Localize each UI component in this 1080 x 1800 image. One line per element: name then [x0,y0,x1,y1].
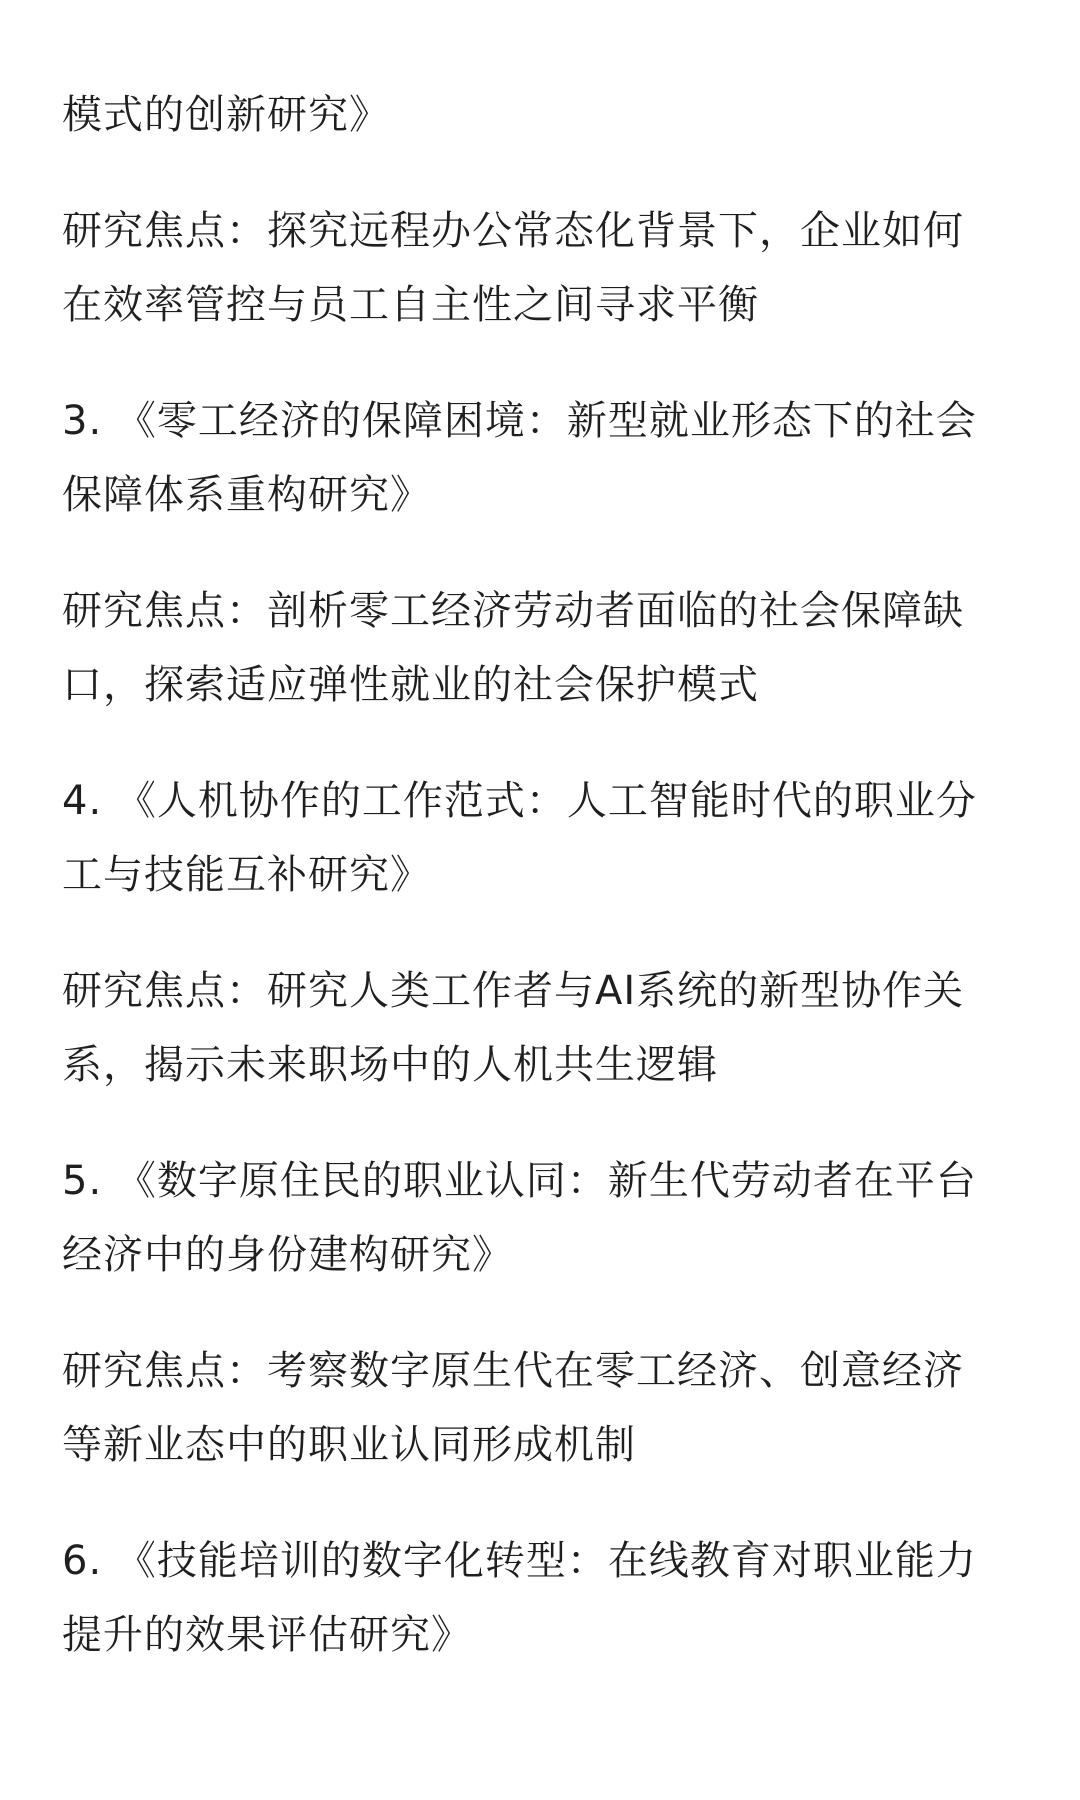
text-line: 在效率管控与员工自主性之间寻求平衡 [62,282,759,328]
research-focus-3 [62,574,1032,722]
research-title-6 [62,1524,1032,1672]
text-line: 模式的创新研究》 [62,92,390,138]
text-line: 工与技能互补研究》 [62,852,431,898]
text-line: 5. 《数字原住民的职业认同：新生代劳动者在平台 [62,1158,977,1204]
text-line: 研究焦点：考察数字原生代在零工经济、创意经济 [62,1348,964,1394]
text-line: 研究焦点：探究远程办公常态化背景下，企业如何 [62,208,964,254]
research-title-3 [62,384,1032,532]
text-line: 3. 《零工经济的保障困境：新型就业形态下的社会 [62,398,977,444]
research-focus-2 [62,194,1032,342]
text-line: 6. 《技能培训的数字化转型：在线教育对职业能力 [62,1538,977,1584]
text-line: 口，探索适应弹性就业的社会保护模式 [62,662,759,708]
research-title-5 [62,1144,1032,1292]
document-body [62,78,1032,1672]
text-line: 研究焦点：研究人类工作者与AI系统的新型协作关 [62,968,965,1014]
research-title-4 [62,764,1032,912]
text-line: 提升的效果评估研究》 [62,1612,472,1658]
text-line: 等新业态中的职业认同形成机制 [62,1422,636,1468]
text-line: 4. 《人机协作的工作范式：人工智能时代的职业分 [62,778,977,824]
research-focus-5 [62,1334,1032,1482]
text-line: 研究焦点：剖析零工经济劳动者面临的社会保障缺 [62,588,964,634]
title-continuation [62,78,1032,152]
research-focus-4 [62,954,1032,1102]
text-line: 保障体系重构研究》 [62,472,431,518]
text-line: 经济中的身份建构研究》 [62,1232,513,1278]
text-line: 系，揭示未来职场中的人机共生逻辑 [62,1042,718,1088]
